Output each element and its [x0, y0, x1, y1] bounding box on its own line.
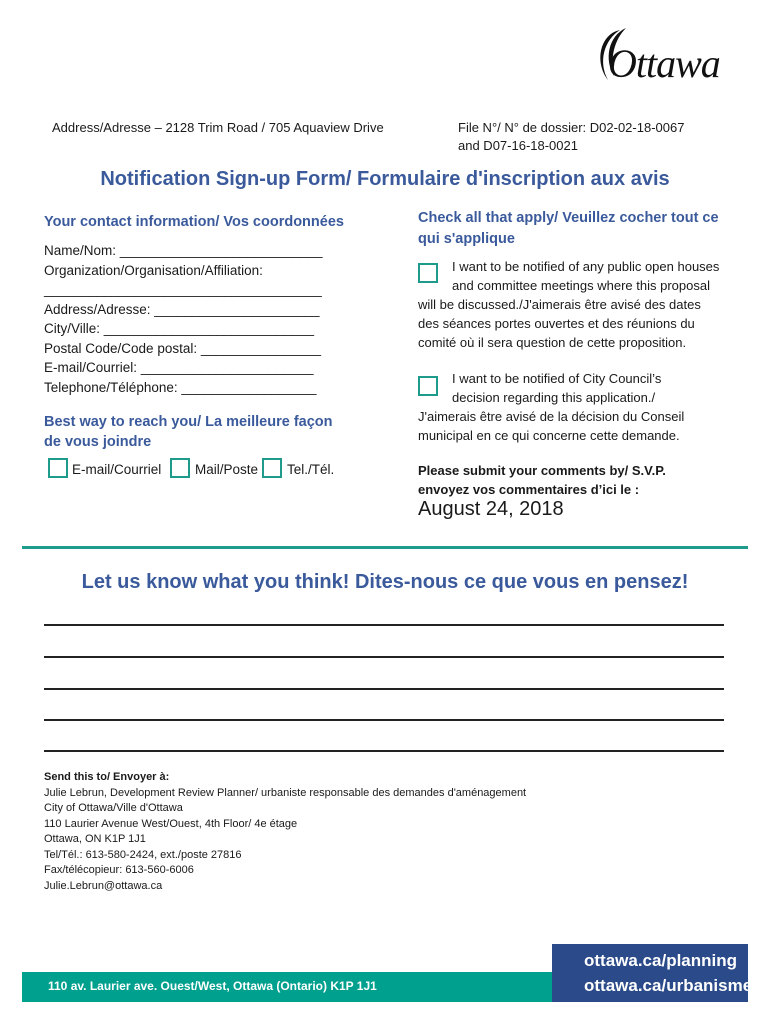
address-line: Address/Adresse – 2128 Trim Road / 705 Aquaview Drive — [52, 120, 384, 135]
send-to-contact-name: Julie Lebrun, Development Review Planner/ urbaniste responsable des demandes d'aménagement — [44, 786, 527, 799]
send-to-heading: Send this to/ Envoyer à: — [44, 771, 170, 783]
mail-checkbox[interactable] — [170, 458, 190, 478]
council-decision-text-3: J'aimerais être avisé de la décision du Conseil — [418, 409, 685, 424]
mail-option-label: Mail/Poste — [195, 462, 259, 477]
ottawa-logo — [590, 22, 740, 92]
email-option-label: E-mail/Courriel — [72, 462, 162, 477]
tel-option-label: Tel./Tél. — [287, 462, 335, 477]
council-decision-checkbox[interactable] — [418, 376, 438, 396]
postal-code-field[interactable]: Postal Code/Code postal: ________________ — [44, 340, 321, 356]
open-houses-text-5: comité où il sera question de cette proposition. — [418, 335, 687, 350]
organization-field-line[interactable]: _____________________________________ — [44, 282, 322, 297]
submit-line1: Please submit your comments by/ S.V.P. — [418, 463, 666, 478]
comment-line-3[interactable] — [44, 688, 724, 690]
email-checkbox[interactable] — [48, 458, 68, 478]
send-to-organization: City of Ottawa/Ville d'Ottawa — [44, 802, 183, 814]
send-to-phone: Tel/Tél.: 613-580-2424, ext./poste 27816 — [44, 848, 242, 861]
open-houses-text-4: des séances portes ouvertes et des réunions du — [418, 316, 695, 331]
comment-line-1[interactable] — [44, 624, 724, 626]
telephone-field[interactable]: Telephone/Téléphone: __________________ — [44, 379, 317, 395]
open-houses-checkbox[interactable] — [418, 263, 438, 283]
council-decision-text-2: decision regarding this application./ — [452, 390, 656, 405]
tel-checkbox[interactable] — [262, 458, 282, 478]
footer-address: 110 av. Laurier ave. Ouest/West, Ottawa (Ontario) K1P 1J1 — [48, 979, 377, 993]
send-to-street: 110 Laurier Avenue West/Ouest, 4th Floor/ 4e étage — [44, 817, 298, 830]
organization-field[interactable]: Organization/Organisation/Affiliation: — [44, 262, 263, 278]
contact-heading: Your contact information/ Vos coordonnées — [44, 214, 344, 230]
submit-line2: envoyez vos commentaires d’ici le : — [418, 482, 640, 497]
section-divider — [22, 546, 748, 549]
contact-fields — [44, 241, 322, 397]
send-to-email[interactable]: Julie.Lebrun@ottawa.ca — [44, 879, 163, 892]
open-houses-text-1: I want to be notified of any public open houses — [452, 259, 720, 274]
name-field[interactable]: Name/Nom: ___________________________ — [44, 243, 323, 258]
open-houses-text-3: will be discussed./J'aimerais être avisé des dates — [418, 297, 701, 312]
reach-heading-line1: Best way to reach you/ La meilleure façon — [44, 414, 333, 430]
submit-deadline-date: August 24, 2018 — [418, 498, 564, 520]
city-field[interactable]: City/Ville: ____________________________ — [44, 321, 314, 336]
form-title: Notification Sign-up Form/ Formulaire d'inscription aux avis — [100, 168, 670, 190]
council-decision-text-4: municipal en ce qui concerne cette demande. — [418, 428, 680, 443]
comment-line-2[interactable] — [44, 656, 724, 658]
reach-heading-line2: de vous joindre — [44, 434, 152, 450]
footer-url-urbanisme[interactable]: ottawa.ca/urbanisme — [584, 976, 753, 995]
footer-url-planning[interactable]: ottawa.ca/planning — [584, 951, 738, 970]
apply-heading-line1: Check all that apply/ Veuillez cocher tout ce — [418, 210, 719, 226]
send-to-city: Ottawa, ON K1P 1J1 — [44, 833, 146, 845]
feedback-title: Let us know what you think! Dites-nous ce que vous en pensez! — [81, 571, 689, 593]
file-number-line1: File N°/ N° de dossier: D02-02-18-0067 — [458, 120, 685, 135]
email-field[interactable]: E-mail/Courriel: _______________________ — [44, 360, 314, 375]
comment-line-4[interactable] — [44, 719, 724, 721]
apply-heading-line2: qui s'applique — [418, 231, 515, 247]
file-number-line2: and D07-16-18-0021 — [458, 138, 578, 153]
council-decision-text-1: I want to be notified of City Council’s — [452, 371, 662, 386]
open-houses-text-2: and committee meetings where this proposal — [452, 278, 710, 293]
ottawa-logo-text: Ottawa — [608, 41, 720, 86]
send-to-fax: Fax/télécopieur: 613-560-6006 — [44, 864, 194, 876]
comment-line-5[interactable] — [44, 750, 724, 752]
address-field[interactable]: Address/Adresse: ______________________ — [44, 301, 320, 317]
send-to-block — [44, 770, 526, 894]
